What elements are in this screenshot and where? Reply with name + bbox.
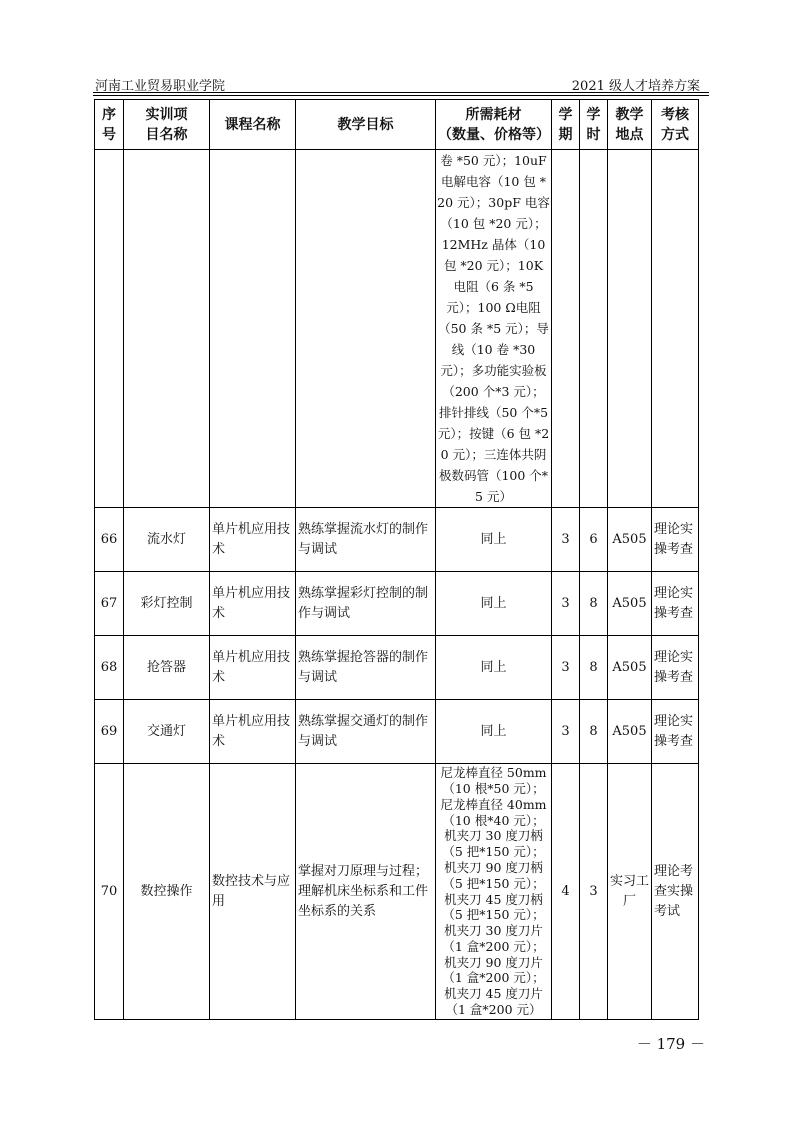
table-row bbox=[95, 572, 699, 636]
cell-materials: 尼龙棒直径 50mm（10 根*50 元）；尼龙棒直径 40mm（10 根*40 元）；机夹刀 30 度刀柄（5 把*150 元）；机夹刀 90 度刀柄（5 把*150 元）；机夹刀 45 度刀柄（5 把*150 元）；机夹刀 30 度刀片（1 盒*200 元）；机夹刀 90 度刀片（1 盒*200 元）；机夹刀 45 度刀片（1 盒*200 元） bbox=[436, 764, 552, 1020]
cell-empty bbox=[95, 150, 124, 508]
cell-term: 3 bbox=[552, 700, 580, 764]
cell-empty bbox=[608, 150, 652, 508]
cell-goal: 掌握对刀原理与过程；理解机床坐标系和工件坐标系的关系 bbox=[296, 764, 436, 1020]
cell-place: A505 bbox=[608, 636, 652, 700]
cell-empty bbox=[210, 150, 296, 508]
cell-hours: 8 bbox=[580, 572, 608, 636]
cell-term: 3 bbox=[552, 508, 580, 572]
cell-no: 66 bbox=[95, 508, 124, 572]
cell-project: 抢答器 bbox=[124, 636, 210, 700]
cell-course: 单片机应用技术 bbox=[210, 636, 296, 700]
col-header-hours: 学 时 bbox=[580, 100, 608, 150]
cell-term: 3 bbox=[552, 572, 580, 636]
cell-hours: 8 bbox=[580, 700, 608, 764]
cell-empty bbox=[124, 150, 210, 508]
cell-project: 数控操作 bbox=[124, 764, 210, 1020]
header-rule-thin bbox=[93, 95, 709, 96]
training-table bbox=[94, 99, 699, 1020]
table-row bbox=[95, 700, 699, 764]
cell-term: 3 bbox=[552, 636, 580, 700]
col-header-goal: 教学目标 bbox=[296, 100, 436, 150]
table-row-continued bbox=[95, 150, 699, 508]
cell-empty bbox=[552, 150, 580, 508]
col-header-assess: 考核 方式 bbox=[652, 100, 699, 150]
table-row bbox=[95, 764, 699, 1020]
cell-goal: 熟练掌握流水灯的制作与调试 bbox=[296, 508, 436, 572]
cell-assess: 理论实操考查 bbox=[652, 636, 699, 700]
col-header-term: 学 期 bbox=[552, 100, 580, 150]
cell-empty bbox=[580, 150, 608, 508]
cell-goal: 熟练掌握交通灯的制作与调试 bbox=[296, 700, 436, 764]
cell-project: 交通灯 bbox=[124, 700, 210, 764]
page-number: － 179 － bbox=[636, 1035, 705, 1053]
table-row bbox=[95, 508, 699, 572]
cell-no: 69 bbox=[95, 700, 124, 764]
cell-materials: 卷 *50 元）；10uF 电解电容（10 包 *20 元）；30pF 电容（10 包 *20 元）；12MHz 晶体（10 包 *20 元）；10K 电阻（6 条 *5 元）；100 Ω电阻 （50 条 *5 元）；导线（10 卷 *30 元）；多功能实验板（200 个*3 元）；排针排线（50 个*5 元）；按键（6 包 *20 元）；三连体共阴极数码管（100 个*5 元） bbox=[436, 150, 552, 508]
cell-place: A505 bbox=[608, 700, 652, 764]
cell-course: 单片机应用技术 bbox=[210, 700, 296, 764]
cell-empty bbox=[652, 150, 699, 508]
cell-no: 68 bbox=[95, 636, 124, 700]
cell-materials: 同上 bbox=[436, 572, 552, 636]
cell-place: A505 bbox=[608, 572, 652, 636]
cell-assess: 理论考查实操考试 bbox=[652, 764, 699, 1020]
cell-hours: 8 bbox=[580, 636, 608, 700]
cell-hours: 6 bbox=[580, 508, 608, 572]
cell-assess: 理论实操考查 bbox=[652, 700, 699, 764]
cell-project: 流水灯 bbox=[124, 508, 210, 572]
col-header-place: 教学 地点 bbox=[608, 100, 652, 150]
cell-no: 70 bbox=[95, 764, 124, 1020]
cell-materials: 同上 bbox=[436, 508, 552, 572]
cell-hours: 3 bbox=[580, 764, 608, 1020]
table-header-row bbox=[95, 100, 699, 150]
cell-materials: 同上 bbox=[436, 700, 552, 764]
cell-assess: 理论实操考查 bbox=[652, 572, 699, 636]
col-header-materials: 所需耗材 （数量、价格等） bbox=[436, 100, 552, 150]
table-row bbox=[95, 636, 699, 700]
cell-project: 彩灯控制 bbox=[124, 572, 210, 636]
cell-place: 实习工厂 bbox=[608, 764, 652, 1020]
cell-goal: 熟练掌握抢答器的制作与调试 bbox=[296, 636, 436, 700]
cell-assess: 理论实操考查 bbox=[652, 508, 699, 572]
col-header-course: 课程名称 bbox=[210, 100, 296, 150]
cell-empty bbox=[296, 150, 436, 508]
header-rule bbox=[93, 92, 709, 93]
col-header-project: 实训项 目名称 bbox=[124, 100, 210, 150]
cell-materials: 同上 bbox=[436, 636, 552, 700]
header-plan-title: 2021 级人才培养方案 bbox=[571, 79, 700, 94]
header-school: 河南工业贸易职业学院 bbox=[95, 79, 226, 94]
cell-term: 4 bbox=[552, 764, 580, 1020]
cell-course: 单片机应用技术 bbox=[210, 508, 296, 572]
cell-course: 数控技术与应用 bbox=[210, 764, 296, 1020]
cell-goal: 熟练掌握彩灯控制的制作与调试 bbox=[296, 572, 436, 636]
cell-no: 67 bbox=[95, 572, 124, 636]
cell-course: 单片机应用技术 bbox=[210, 572, 296, 636]
cell-place: A505 bbox=[608, 508, 652, 572]
col-header-no: 序 号 bbox=[95, 100, 124, 150]
